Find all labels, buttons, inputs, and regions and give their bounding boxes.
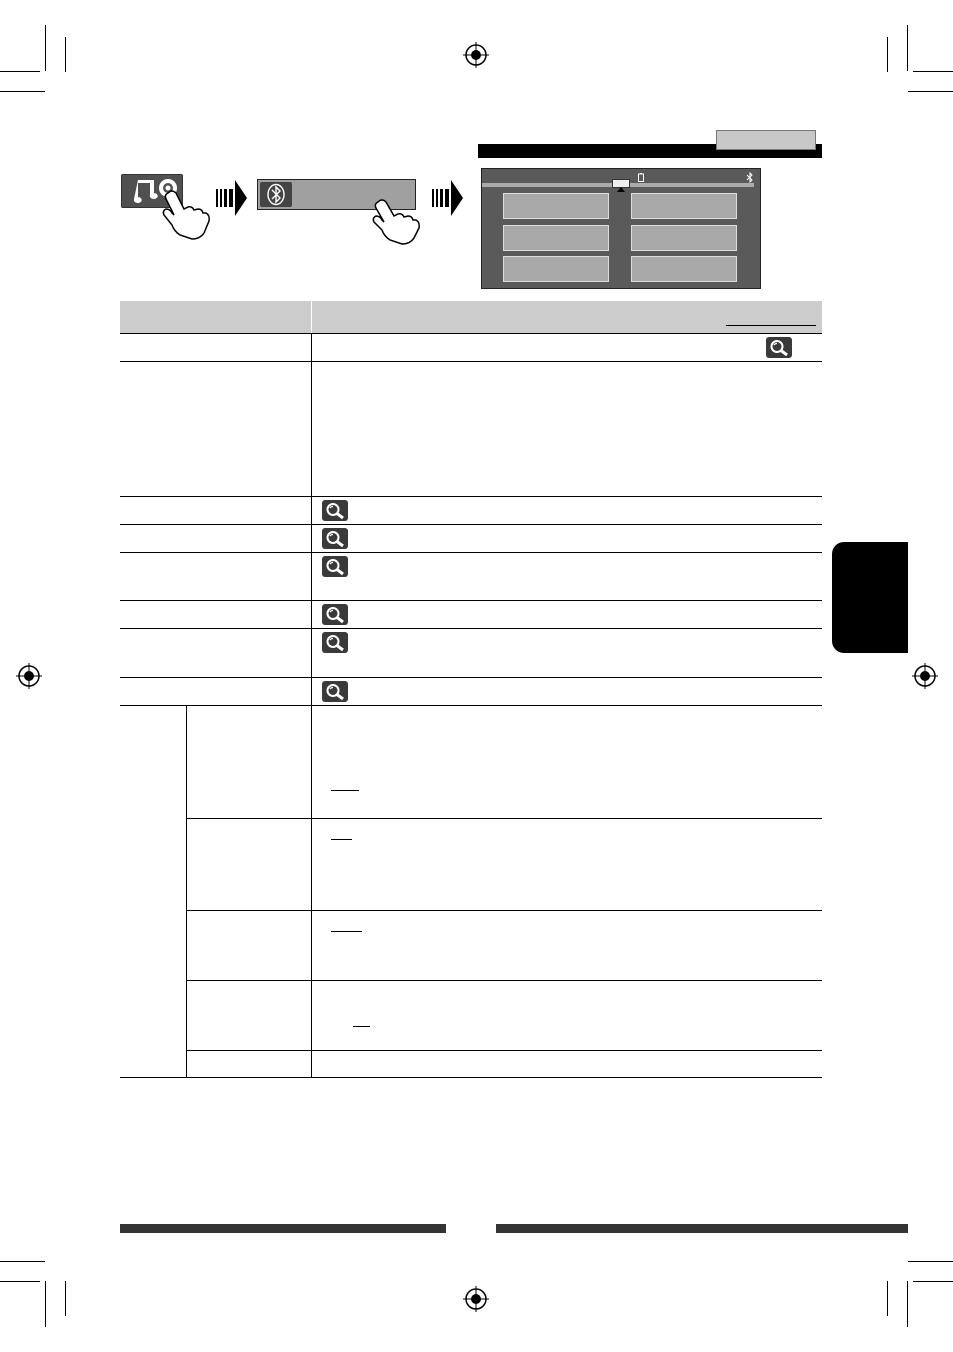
battery-icon bbox=[638, 173, 644, 182]
crop-mark bbox=[907, 25, 908, 71]
crop-mark bbox=[913, 1281, 953, 1282]
crop-mark bbox=[65, 37, 66, 72]
chevron-up-icon bbox=[613, 186, 629, 193]
table-row-divider bbox=[120, 333, 822, 334]
screen-menu-button[interactable] bbox=[631, 193, 737, 219]
crop-mark bbox=[0, 71, 40, 72]
bluetooth-setup-screen bbox=[481, 168, 761, 289]
crop-mark bbox=[907, 1281, 908, 1327]
crop-mark bbox=[887, 37, 888, 72]
table-row-divider bbox=[120, 496, 822, 497]
registration-mark-icon bbox=[16, 663, 42, 689]
crop-mark bbox=[45, 1281, 46, 1327]
magnifier-icon bbox=[322, 528, 348, 549]
crop-mark bbox=[0, 1261, 45, 1262]
screen-menu-button[interactable] bbox=[631, 225, 737, 251]
magnifier-icon bbox=[322, 681, 348, 702]
screen-menu-button[interactable] bbox=[503, 193, 609, 219]
crop-mark bbox=[0, 1281, 40, 1282]
table-row-divider bbox=[120, 361, 822, 362]
crop-mark bbox=[908, 91, 953, 92]
section-side-tab bbox=[832, 542, 908, 653]
crop-mark bbox=[45, 25, 46, 71]
crop-mark bbox=[913, 71, 953, 72]
magnifier-icon bbox=[766, 337, 792, 358]
default-value-underline bbox=[331, 931, 362, 932]
arrow-right-icon bbox=[432, 180, 480, 216]
table-column-divider bbox=[311, 333, 312, 1077]
registration-mark-icon bbox=[463, 42, 489, 68]
table-row-divider bbox=[186, 980, 822, 981]
screen-menu-button[interactable] bbox=[503, 225, 609, 251]
table-subcolumn-divider bbox=[186, 705, 187, 1077]
default-value-underline bbox=[353, 1026, 370, 1027]
table-header-divider bbox=[311, 301, 312, 333]
table-row-divider bbox=[186, 910, 822, 911]
screen-menu-button[interactable] bbox=[503, 256, 609, 282]
registration-mark-icon bbox=[912, 663, 938, 689]
footer-bar-right bbox=[496, 1224, 908, 1233]
footer-bar-left bbox=[120, 1224, 446, 1233]
table-row-divider bbox=[120, 677, 822, 678]
bluetooth-badge bbox=[260, 182, 292, 207]
table-row-divider bbox=[120, 552, 822, 553]
crop-mark bbox=[908, 1261, 953, 1262]
hand-pointer-icon bbox=[370, 196, 424, 246]
crop-mark bbox=[65, 1281, 66, 1316]
registration-mark-icon bbox=[463, 1286, 489, 1312]
magnifier-icon bbox=[322, 556, 348, 577]
scroll-up-button[interactable] bbox=[612, 179, 630, 188]
section-header-tab bbox=[716, 130, 816, 150]
crop-mark bbox=[0, 91, 45, 92]
crop-mark bbox=[887, 1281, 888, 1316]
screen-menu-button[interactable] bbox=[631, 256, 737, 282]
table-bottom-border bbox=[120, 1077, 822, 1078]
magnifier-icon bbox=[322, 604, 348, 625]
table-row-divider bbox=[186, 818, 822, 819]
magnifier-icon bbox=[322, 500, 348, 521]
default-value-underline bbox=[331, 790, 359, 791]
bluetooth-icon bbox=[260, 182, 292, 207]
table-row-divider bbox=[120, 705, 822, 706]
magnifier-icon bbox=[322, 632, 348, 653]
settings-table-header bbox=[120, 301, 822, 333]
bluetooth-status-icon bbox=[746, 172, 754, 183]
table-row-divider bbox=[120, 628, 822, 629]
table-row-divider bbox=[186, 1050, 822, 1051]
table-row-divider bbox=[120, 524, 822, 525]
default-value-underline bbox=[331, 839, 352, 840]
table-row-divider bbox=[120, 600, 822, 601]
hand-pointer-icon bbox=[158, 185, 212, 241]
header-underline bbox=[726, 325, 816, 326]
